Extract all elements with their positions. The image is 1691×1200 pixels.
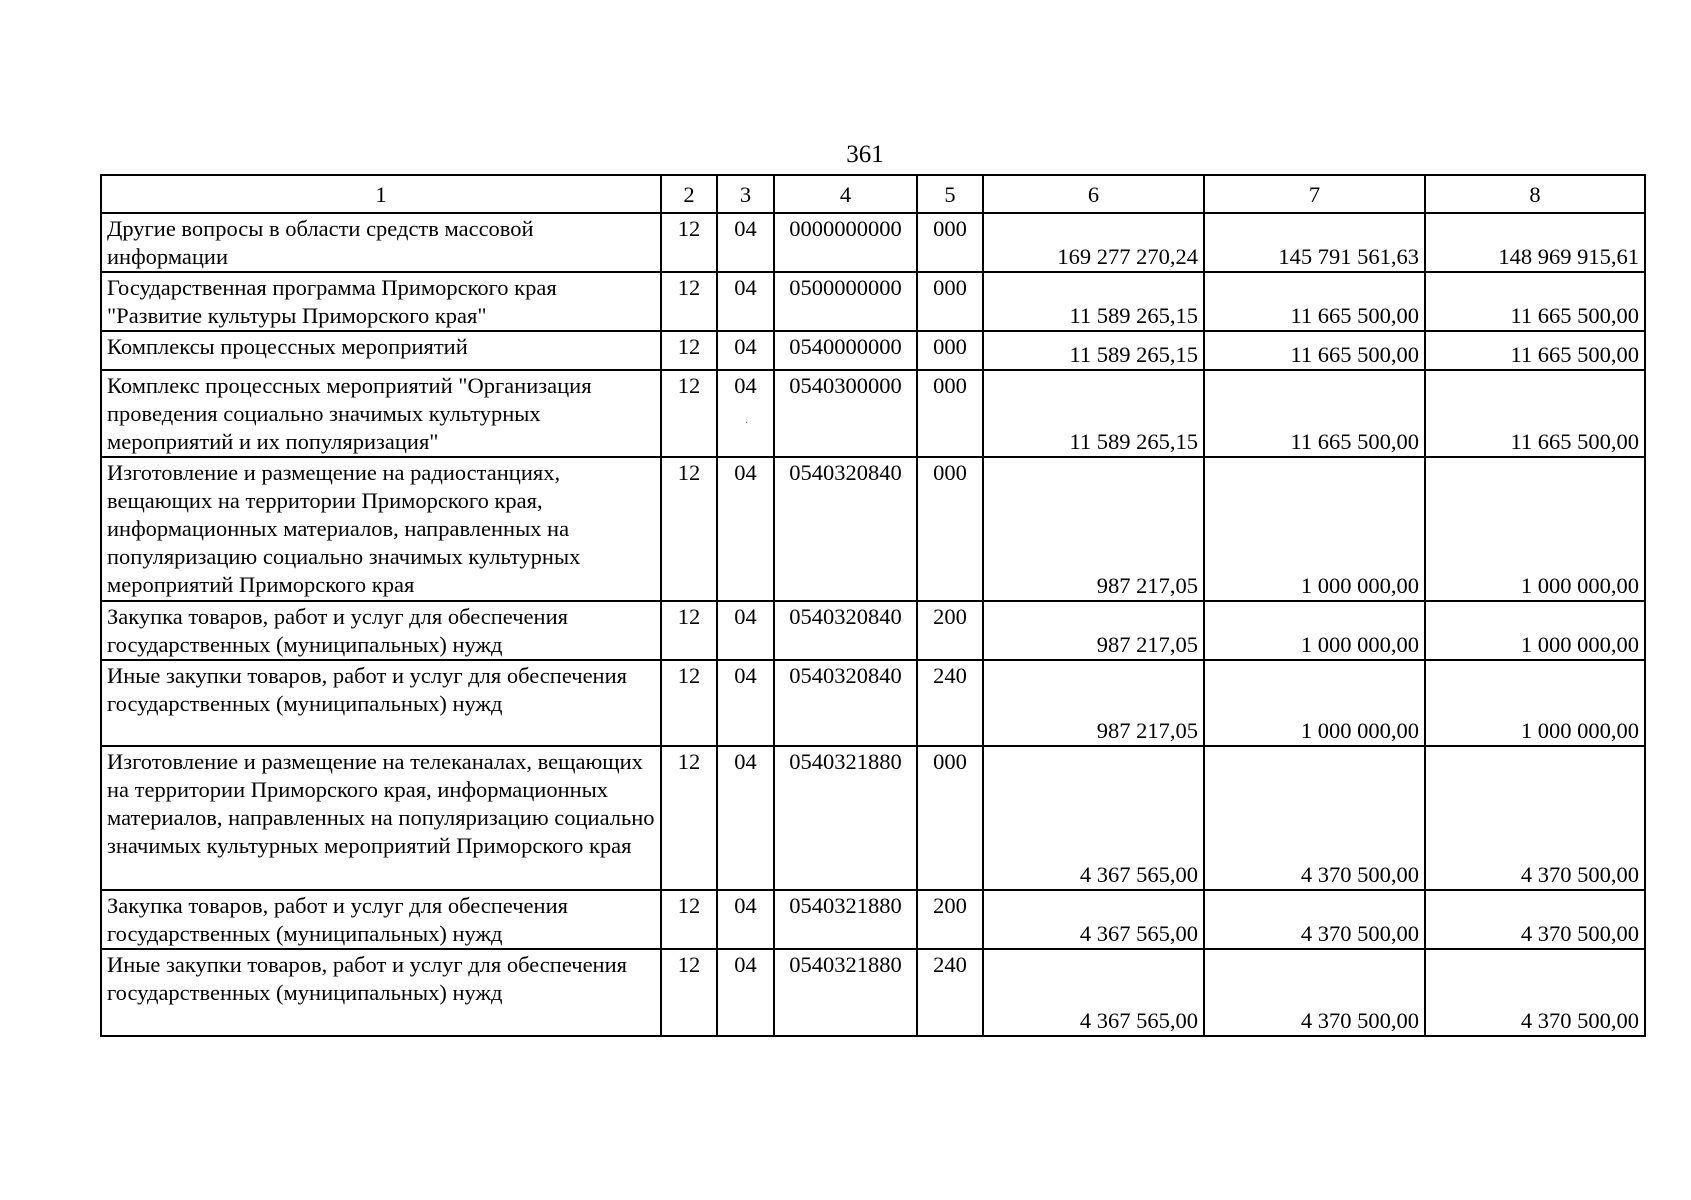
column-header-3: 3 xyxy=(717,175,774,213)
amount-col-6: 4 367 565,00 xyxy=(983,949,1204,1036)
column-header-2: 2 xyxy=(661,175,717,213)
column-header-6: 6 xyxy=(983,175,1204,213)
amount-col-8: 11 665 500,00 xyxy=(1425,331,1645,370)
scan-speck-mark: · xyxy=(745,418,749,429)
expense-type-code: 000 xyxy=(917,370,983,457)
page-number: 361 xyxy=(846,141,884,168)
amount-col-8: 4 370 500,00 xyxy=(1425,746,1645,890)
subsection-code: 04 xyxy=(717,370,774,457)
table-row xyxy=(101,746,1645,890)
section-code: 12 xyxy=(661,272,717,331)
target-article-code: 0540320840 xyxy=(774,457,917,601)
expense-type-code: 000 xyxy=(917,331,983,370)
amount-col-6: 4 367 565,00 xyxy=(983,746,1204,890)
column-header-5: 5 xyxy=(917,175,983,213)
section-code: 12 xyxy=(661,746,717,890)
section-code: 12 xyxy=(661,457,717,601)
subsection-code: 04 xyxy=(717,331,774,370)
amount-col-6: 11 589 265,15 xyxy=(983,370,1204,457)
table-row xyxy=(101,949,1645,1036)
subsection-code: 04 xyxy=(717,457,774,601)
amount-col-6: 169 277 270,24 xyxy=(983,213,1204,272)
table-row xyxy=(101,370,1645,457)
amount-col-7: 1 000 000,00 xyxy=(1204,457,1425,601)
amount-col-8: 11 665 500,00 xyxy=(1425,272,1645,331)
table-row xyxy=(101,890,1645,949)
expense-type-code: 200 xyxy=(917,890,983,949)
table-row xyxy=(101,601,1645,660)
subsection-code: 04 xyxy=(717,890,774,949)
target-article-code: 0540321880 xyxy=(774,746,917,890)
item-name: Комплекс процессных мероприятий "Организация проведения социально значимых культурных мероприятий и их популяризация" xyxy=(101,370,661,457)
amount-col-6: 11 589 265,15 xyxy=(983,272,1204,331)
expense-type-code: 240 xyxy=(917,949,983,1036)
section-code: 12 xyxy=(661,660,717,746)
amount-col-7: 11 665 500,00 xyxy=(1204,370,1425,457)
section-code: 12 xyxy=(661,949,717,1036)
target-article-code: 0540300000 xyxy=(774,370,917,457)
item-name: Комплексы процессных мероприятий xyxy=(101,331,661,370)
budget-table xyxy=(100,174,1646,1037)
item-name: Иные закупки товаров, работ и услуг для обеспечения государственных (муниципальных) нужд xyxy=(101,949,661,1036)
amount-col-6: 11 589 265,15 xyxy=(983,331,1204,370)
subsection-code: 04 xyxy=(717,746,774,890)
amount-col-8: 4 370 500,00 xyxy=(1425,890,1645,949)
item-name: Государственная программа Приморского края "Развитие культуры Приморского края" xyxy=(101,272,661,331)
column-header-4: 4 xyxy=(774,175,917,213)
subsection-code: 04 xyxy=(717,660,774,746)
column-header-8: 8 xyxy=(1425,175,1645,213)
table-row xyxy=(101,272,1645,331)
target-article-code: 0540000000 xyxy=(774,331,917,370)
target-article-code: 0540320840 xyxy=(774,660,917,746)
amount-col-7: 1 000 000,00 xyxy=(1204,601,1425,660)
table-row xyxy=(101,331,1645,370)
target-article-code: 0000000000 xyxy=(774,213,917,272)
subsection-code: 04 xyxy=(717,949,774,1036)
amount-col-8: 148 969 915,61 xyxy=(1425,213,1645,272)
expense-type-code: 000 xyxy=(917,213,983,272)
item-name: Другие вопросы в области средств массовой информации xyxy=(101,213,661,272)
amount-col-6: 4 367 565,00 xyxy=(983,890,1204,949)
expense-type-code: 000 xyxy=(917,746,983,890)
table-row xyxy=(101,213,1645,272)
amount-col-7: 4 370 500,00 xyxy=(1204,746,1425,890)
amount-col-6: 987 217,05 xyxy=(983,660,1204,746)
amount-col-7: 145 791 561,63 xyxy=(1204,213,1425,272)
subsection-code: 04 xyxy=(717,272,774,331)
section-code: 12 xyxy=(661,331,717,370)
amount-col-8: 1 000 000,00 xyxy=(1425,457,1645,601)
item-name: Закупка товаров, работ и услуг для обеспечения государственных (муниципальных) нужд xyxy=(101,890,661,949)
target-article-code: 0540321880 xyxy=(774,890,917,949)
item-name: Изготовление и размещение на радиостанциях, вещающих на территории Приморского края, информационных материалов, направленных на популяризацию социально значимых культурных мероприятий Приморского края xyxy=(101,457,661,601)
expense-type-code: 240 xyxy=(917,660,983,746)
target-article-code: 0500000000 xyxy=(774,272,917,331)
section-code: 12 xyxy=(661,213,717,272)
section-code: 12 xyxy=(661,601,717,660)
amount-col-8: 11 665 500,00 xyxy=(1425,370,1645,457)
header-row xyxy=(101,175,1645,213)
section-code: 12 xyxy=(661,890,717,949)
item-name: Изготовление и размещение на телеканалах, вещающих на территории Приморского края, информационных материалов, направленных на популяризацию социально значимых культурных мероприятий Приморского края xyxy=(101,746,661,890)
target-article-code: 0540320840 xyxy=(774,601,917,660)
amount-col-7: 11 665 500,00 xyxy=(1204,272,1425,331)
column-header-1: 1 xyxy=(101,175,661,213)
section-code: 12 xyxy=(661,370,717,457)
amount-col-8: 4 370 500,00 xyxy=(1425,949,1645,1036)
amount-col-7: 4 370 500,00 xyxy=(1204,890,1425,949)
item-name: Закупка товаров, работ и услуг для обеспечения государственных (муниципальных) нужд xyxy=(101,601,661,660)
amount-col-8: 1 000 000,00 xyxy=(1425,660,1645,746)
subsection-code: 04 xyxy=(717,213,774,272)
table-row xyxy=(101,660,1645,746)
amount-col-8: 1 000 000,00 xyxy=(1425,601,1645,660)
column-header-7: 7 xyxy=(1204,175,1425,213)
amount-col-7: 11 665 500,00 xyxy=(1204,331,1425,370)
amount-col-7: 4 370 500,00 xyxy=(1204,949,1425,1036)
amount-col-6: 987 217,05 xyxy=(983,457,1204,601)
expense-type-code: 200 xyxy=(917,601,983,660)
expense-type-code: 000 xyxy=(917,272,983,331)
expense-type-code: 000 xyxy=(917,457,983,601)
table-row xyxy=(101,457,1645,601)
target-article-code: 0540321880 xyxy=(774,949,917,1036)
amount-col-7: 1 000 000,00 xyxy=(1204,660,1425,746)
item-name: Иные закупки товаров, работ и услуг для обеспечения государственных (муниципальных) нужд xyxy=(101,660,661,746)
subsection-code: 04 xyxy=(717,601,774,660)
amount-col-6: 987 217,05 xyxy=(983,601,1204,660)
